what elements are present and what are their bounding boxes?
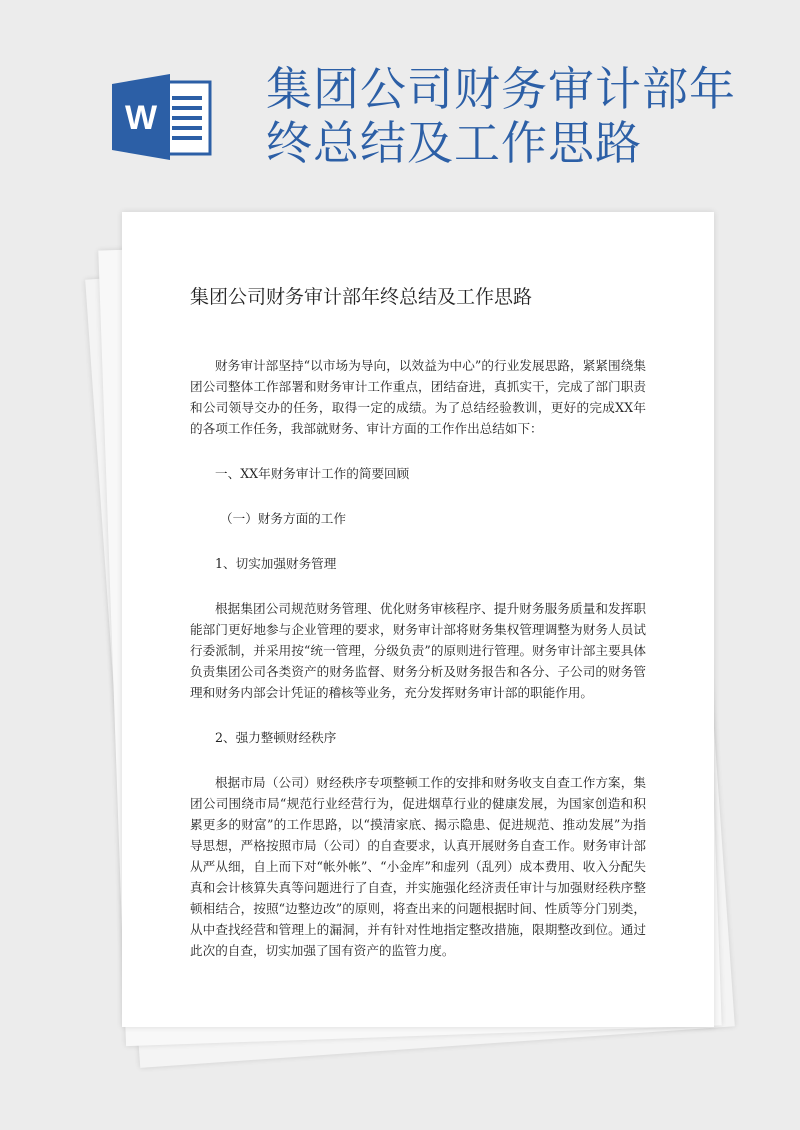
word-document-icon [112, 74, 214, 160]
intro-paragraph: 财务审计部坚持“以市场为导向，以效益为中心”的行业发展思路，紧紧围绕集团公司整体工作部署和财务审计工作重点，团结奋进，真抓实干，完成了部门职责和公司领导交办的任务，取得一定的成绩。为了总结经验教训，更好的完成XX年的各项工作任务，我部就财务、审计方面的工作作出总结如下： [190, 358, 646, 436]
page-header [0, 0, 800, 200]
item-heading-2: 2、强力整顿财经秩序 [215, 730, 337, 745]
section-heading-1: 一、XX年财务审计工作的简要回顾 [215, 466, 410, 481]
page-heading [266, 62, 786, 170]
svg-text:W: W [124, 99, 158, 137]
heading-line-1: 集团公司财务审计部年 [266, 62, 736, 116]
heading-line-2: 终总结及工作思路 [266, 116, 642, 170]
document-title: 集团公司财务审计部年终总结及工作思路 [190, 286, 533, 308]
item-paragraph-2: 根据市局（公司）财经秩序专项整顿工作的安排和财务收支自查工作方案，集团公司围绕市局“规范行业经营行为，促进烟草行业的健康发展，为国家创造和积累更多的财富”的工作思路，以“摸清家底、揭示隐患、促进规范、推动发展”为指导思想，严格按照市局（公司）的自查要求，认真开展财务自查工作。财务审计部从严从细，自上而下对“帐外帐”、“小金库”和虚列（乱列）成本费用、收入分配失真和会计核算失真等问题进行了自查，并实施强化经济责任审计与加强财经秩序整顿相结合，按照“边整边改”的原则，将查出来的问题根据时间、性质等分门别类，从中查找经营和管理上的漏洞，并有针对性地指定整改措施，限期整改到位。通过此次的自查，切实加强了国有资产的监管力度。 [190, 775, 646, 958]
item-paragraph-1: 根据集团公司规范财务管理、优化财务审核程序、提升财务服务质量和发挥职能部门更好地参与企业管理的要求，财务审计部将财务集权管理调整为财务人员试行委派制，并采用按“统一管理，分级负责”的原则进行管理。财务审计部主要具体负责集团公司各类资产的财务监督、财务分析及财务报告和各分、子公司的财务管理和财务内部会计凭证的稽核等业务，充分发挥财务审计部的职能作用。 [190, 601, 646, 700]
document-body [190, 355, 646, 985]
subsection-heading-1: （一）财务方面的工作 [220, 511, 346, 526]
item-heading-1: 1、切实加强财务管理 [215, 556, 337, 571]
